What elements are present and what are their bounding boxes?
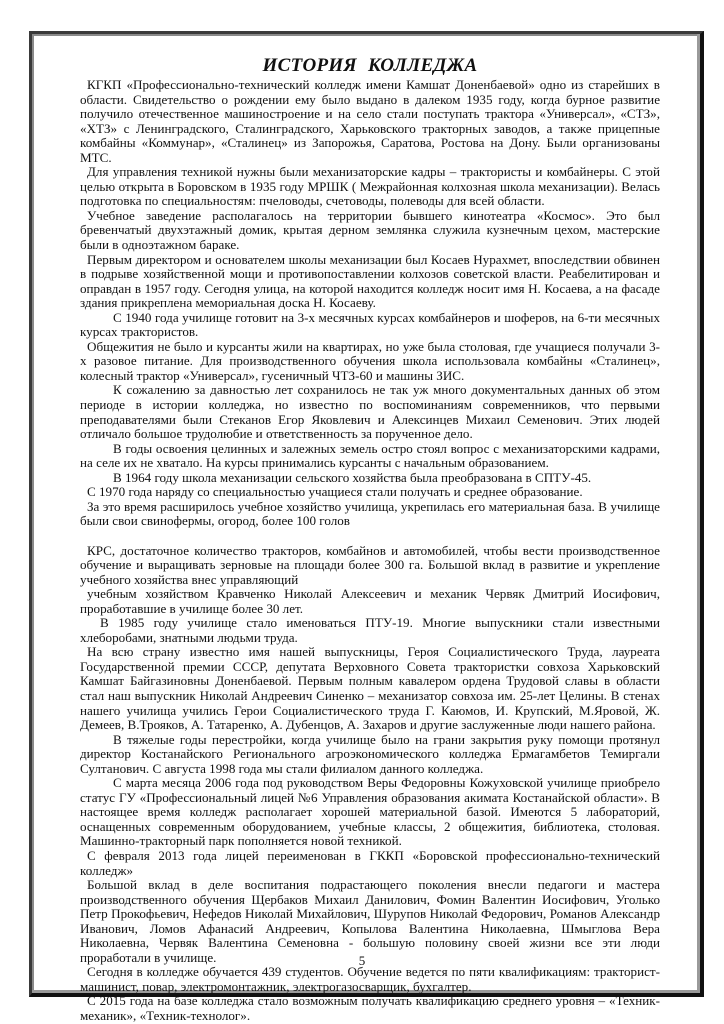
paragraph-farm: За это время расширилось учебное хозяйство училища, укрепилась его материальная база. В училище были свои свинофермы, огород, более 100 голов — [80, 498, 660, 529]
paragraph-1970: С 1970 года наряду со специальностью учащиеся стали получать и среднее образование. — [87, 484, 583, 500]
paragraph-perestroika: В тяжелые годы перестройки, когда училище было на грани закрытия руку помощи протянул директор Костанайского Регионального агроэкономического колледжа Ермагамбетов Темиргали Султанович. С августа 1998 года мы стали филиалом данного колледжа. — [80, 731, 660, 776]
paragraph-farm-manager: учебным хозяйством Кравченко Николай Алексеевич и механик Червяк Дмитрий Иосифович, проработавшие в училище более 30 лет. — [80, 586, 660, 616]
paragraph-graduates: На всю страну известно имя нашей выпускницы, Героя Социалистического Труда, лауреата Государственной премии СССР, депутата Верховного Совета трактористки совхоза Харьковский Камшат Байгазиновны Доненбаевой. Первым полным кавалером ордена Трудовой славы в области стал наш выпускник Николай Андреевич Синенко – механизатор совхоза им. 25-лет Целины. В стенах нашего училища учились Герои Социалистического труда Г. Каюмов, И. Крупский, М.Яровой, Ж. Демеев, В.Трояков, А. Татаренко, А. Дубенцов, А. Захаров и другие заслуженные люди нашего района. — [80, 644, 660, 733]
paragraph-staff: Большой вклад в деле воспитания подрастающего поколения внесли педагоги и мастера производственного обучения Щербаков Михаил Данилович, Фомин Валентин Иосифович, Уголько Петр Прокофьевич, Нефедов Николай Михайлович, Шурупов Николай Федорович, Романов Александр Иванович, Ломов Афанасий Андреевич, Копылова Валентина Николаевна, Шмыглова Вера Николаевна, Червяк Валентина Семеновна - большую половину своей жизни все эти люди проработали в училище. — [80, 877, 660, 965]
document-body — [80, 56, 660, 1024]
paragraph-dormitory: Общежития не было и курсанты жили на квартирах, но уже была столовая, где учащиеся получали 3-х разовое питание. Для производственного обучения школа использовала комбайны «Сталинец», колесный трактор «Универсал», гусеничный ЧТЗ-60 и машины ЗИС. — [80, 338, 660, 383]
paragraph-students: Сегодня в колледже обучается 439 студентов. Обучение ведется по пяти квалификациям: тракторист-машинист, повар, электромонтажник, электрогазосварщик, бухгалтер. — [80, 964, 660, 994]
paragraph-intro: КГКП «Профессионально-технический колледж имени Камшат Доненбаевой» одно из старейших в области. Свидетельство о рождении ему было выдано в далеком 1935 году, когда бурное развитие получило отечественное машиностроение и на село стали поступать трактора «Универсал», «СТЗ», «ХТЗ» с Ленинградского, Сталинградского, Харьковского тракторных заводов, а также прицепные комбайны «Коммунар», «Сталинец» из Запорожья, Саратова, Ростова на Дону. Были организованы МТС. — [80, 77, 660, 165]
paragraph-first-director: Первым директором и основателем школы механизации был Косаев Нурахмет, впоследствии обвинен в подрыве хозяйственной мощи и противопоставлении колхозов советской власти. Реабелитирован и оправдан в 1957 году. Сегодня улица, на которой находится колледж носит имя Н. Косаева, а на фасаде здания прикреплена мемориальная доска Н. Косаеву. — [80, 251, 660, 311]
page-title: ИСТОРИЯ КОЛЛЕДЖА — [262, 55, 478, 76]
paragraph-1964: В 1964 году школа механизации сельского хозяйства была преобразована в СПТУ-45. — [113, 469, 592, 485]
paragraph-krs: КРС, достаточное количество тракторов, комбайнов и автомобилей, чтобы вести производственное обучение и выращивать зерновые на площади более 300 га. Большой вклад в развитие и укрепление учебного хозяйства внес управляющий — [80, 542, 660, 587]
paragraph-virgin-lands: В годы освоения целинных и залежных земель остро стоял вопрос с механизаторскими кадрами, на селе их не хватало. На курсы принимались курсанты с начальным образованием. — [80, 440, 660, 471]
blank-line — [80, 529, 660, 544]
paragraph-teachers: К сожалению за давностью лет сохранилось не так уж много документальных данных об этом периоде в истории колледжа, но известно по воспоминаниям современников, что первыми преподавателями были Стеканов Егор Яковлевич и Алексинцев Михаил Семенович. Этих людей отличало большое трудолюбие и ответственность за порученное дело. — [80, 382, 660, 442]
paragraph-2006: С марта месяца 2006 года под руководством Веры Федоровны Кожуховской училище приобрело статус ГУ «Профессиональный лицей №6 Управления образования акимата Костанайской области». В настоящее время колледж располагает хорошей материальной базой. Имеются 5 лабораторий, оснащенных современным оборудованием, учебные классы, 2 общежития, библиотека, столовая. Машинно-тракторный парк пополняется новой техникой. — [80, 775, 660, 849]
page-number: 5 — [358, 953, 366, 968]
paragraph-1940: С 1940 года училище готовит на 3-х месячных курсах комбайнеров и шоферов, на 6-ти месячных курсах трактористов. — [80, 309, 660, 340]
paragraph-2013: С февраля 2013 года лицей переименован в ГККП «Боровской профессионально-технический колледж» — [80, 847, 660, 878]
paragraph-2015: С 2015 года на базе колледжа стало возможным получать квалификацию среднего уровня – «Техник-механик», «Техник-технолог». — [80, 993, 660, 1023]
paragraph-building: Учебное заведение располагалось на территории бывшего кинотеатра «Космос». Это был бревенчатый двухэтажный домик, крытая дерном землянка служила кузнечным цехом, мастерские были в одноэтажном бараке. — [80, 207, 660, 253]
paragraph-1985: В 1985 году училище стало именоваться ПТУ-19. Многие выпускники стали известными хлеборобами, знатными людьми труда. — [80, 615, 660, 645]
paragraph-mrshk: Для управления техникой нужны были механизаторские кадры – трактористы и комбайнеры. С этой целью открыта в Боровском в 1935 году МРШК ( Межрайонная колхозная школа механизации). Велась подготовка по специальностям: пчеловоды, счетоводы, полеводы для всей области. — [80, 164, 660, 209]
